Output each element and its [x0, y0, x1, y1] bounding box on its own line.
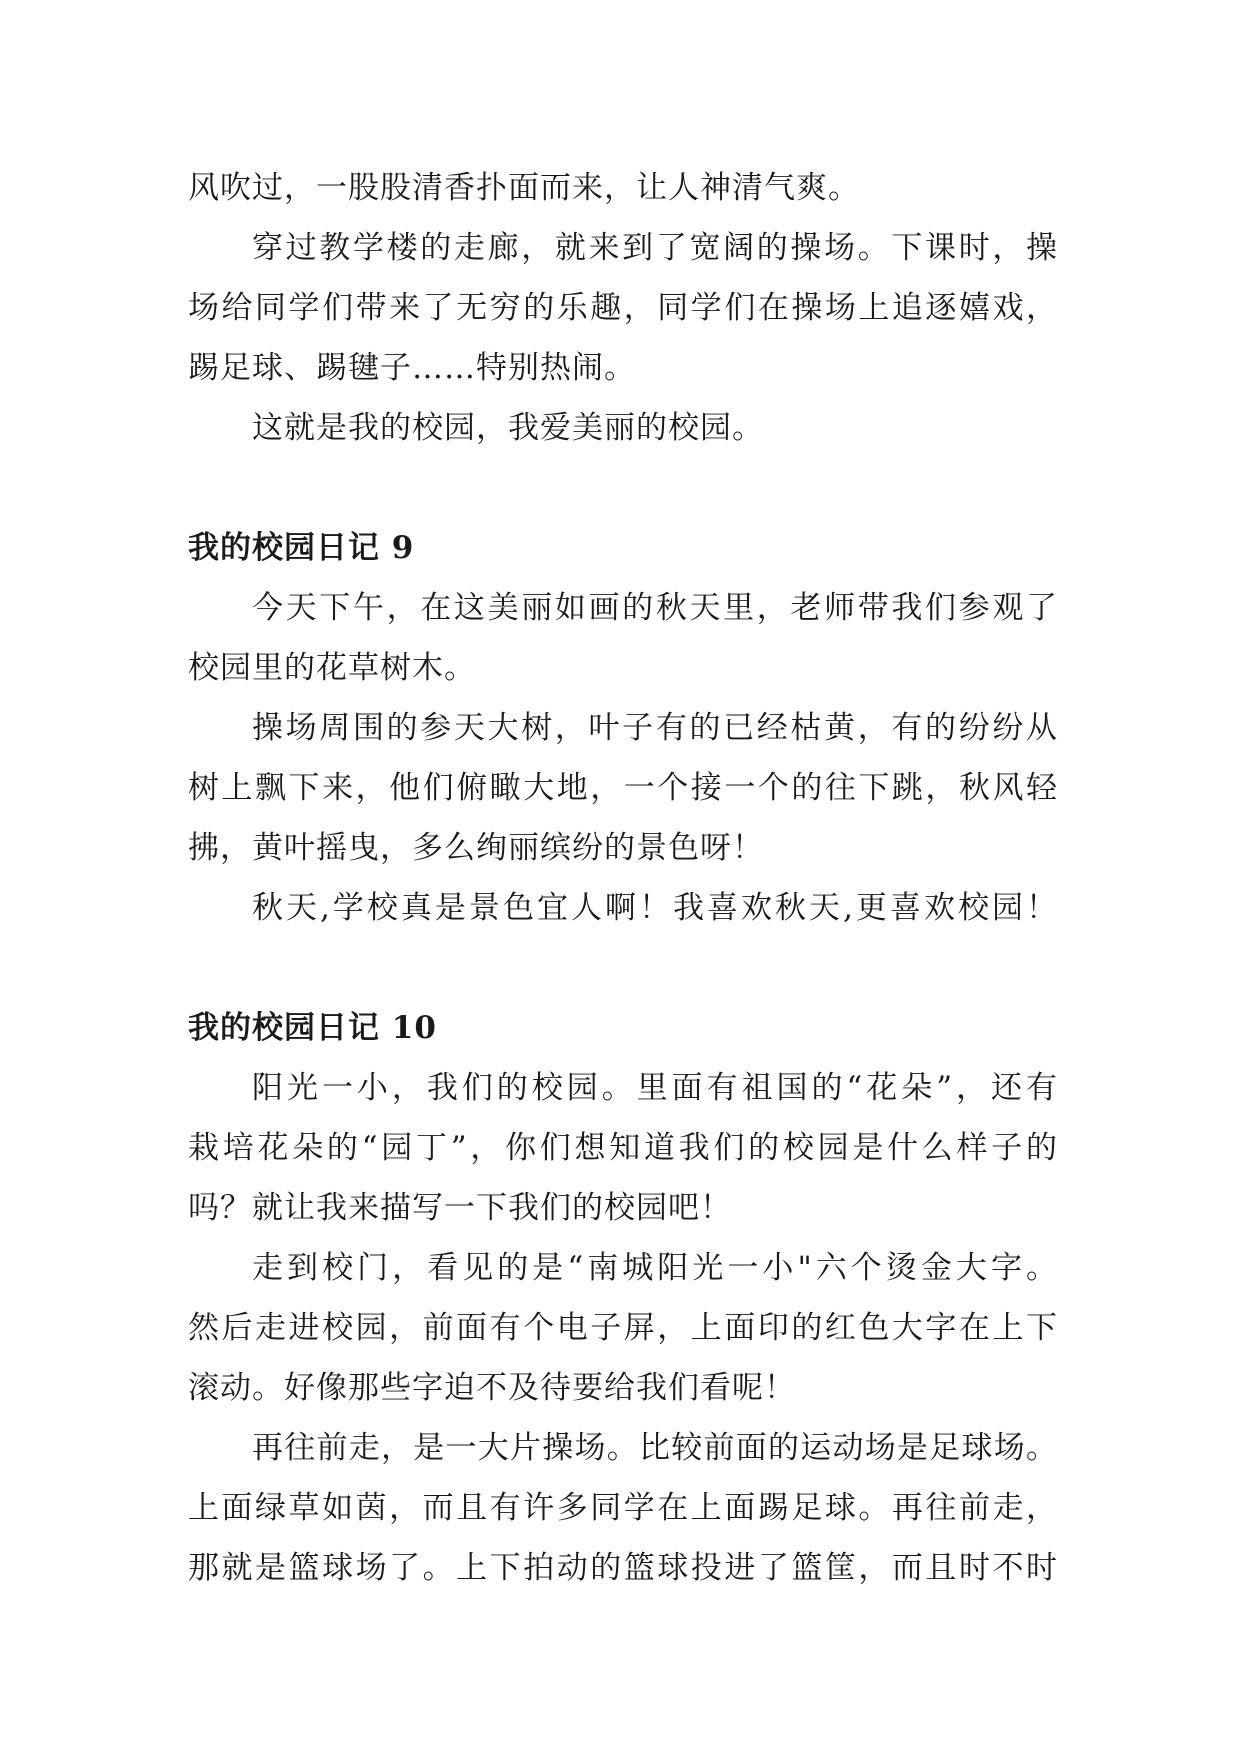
paragraph-line: 校园里的花草树木。 [188, 650, 476, 686]
paragraph-line: 滚动。好像那些字迫不及待要给我们看呢！ [188, 1370, 796, 1406]
paragraph-line: 然后走进校园，前面有个电子屏，上面印的红色大字在上下 [188, 1310, 1058, 1346]
diary-10-title: 我的校园日记 10 [188, 1010, 437, 1046]
paragraph-line: 树上飘下来，他们俯瞰大地，一个接一个的往下跳，秋风轻 [188, 770, 1058, 806]
paragraph-line: 风吹过，一股股清香扑面而来，让人神清气爽。 [188, 170, 860, 206]
document-page [188, 158, 1058, 1598]
section-spacer [188, 458, 1058, 518]
paragraph-line: 操场周围的参天大树，叶子有的已经枯黄，有的纷纷从 [252, 710, 1058, 746]
section-spacer [188, 938, 1058, 998]
paragraph-line: 今天下午，在这美丽如画的秋天里，老师带我们参观了 [252, 590, 1058, 626]
paragraph-line: 拂，黄叶摇曳，多么绚丽缤纷的景色呀！ [188, 830, 764, 866]
paragraph-line: 这就是我的校园，我爱美丽的校园。 [252, 410, 764, 446]
paragraph-line: 吗？就让我来描写一下我们的校园吧！ [188, 1190, 732, 1226]
paragraph-line: 穿过教学楼的走廊，就来到了宽阔的操场。下课时，操 [252, 230, 1058, 266]
paragraph-line: 上面绿草如茵，而且有许多同学在上面踢足球。再往前走， [188, 1490, 1058, 1526]
paragraph-line: 场给同学们带来了无穷的乐趣，同学们在操场上追逐嬉戏， [188, 290, 1058, 326]
paragraph-line: 踢足球、踢毽子……特别热闹。 [188, 350, 636, 386]
paragraph-line: 阳光一小，我们的校园。里面有祖国的“花朵”，还有 [252, 1070, 1058, 1106]
paragraph-line: 走到校门，看见的是“南城阳光一小"六个烫金大字。 [252, 1250, 1058, 1286]
paragraph-line: 秋天,学校真是景色宜人啊！我喜欢秋天,更喜欢校园！ [252, 890, 1058, 926]
paragraph-line: 那就是篮球场了。上下拍动的篮球投进了篮筐，而且时不时 [188, 1550, 1058, 1586]
diary-9-title: 我的校园日记 9 [188, 530, 415, 566]
paragraph-line: 栽培花朵的“园丁”，你们想知道我们的校园是什么样子的 [188, 1130, 1058, 1166]
paragraph-line: 再往前走，是一大片操场。比较前面的运动场是足球场。 [252, 1430, 1058, 1466]
